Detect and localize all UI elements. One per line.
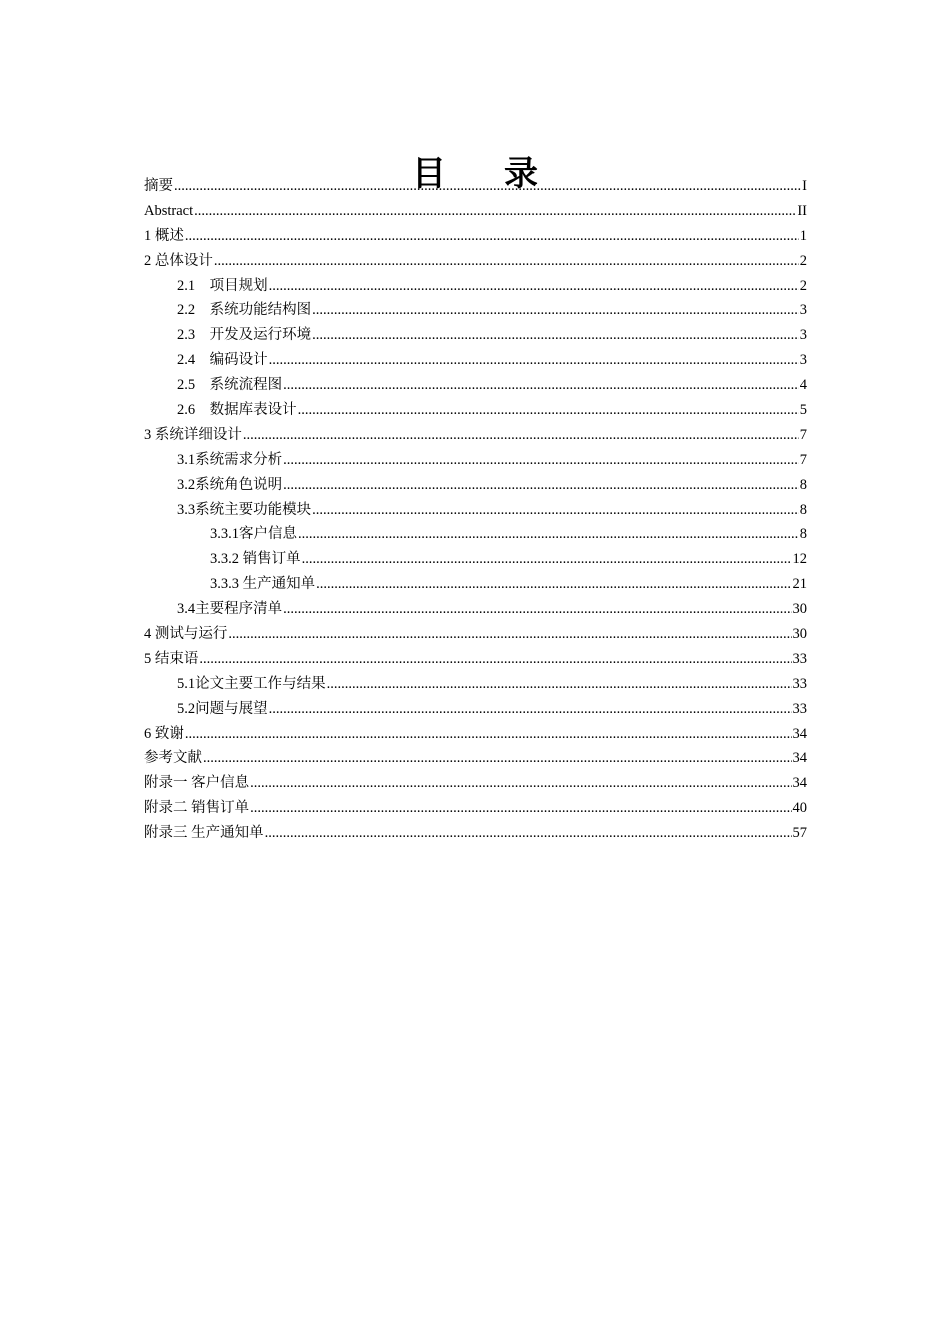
toc-entry-page-number: I — [802, 178, 807, 194]
toc-entry-page-number: 12 — [792, 551, 807, 568]
toc-entry-label: 3.3系统主要功能模块 — [177, 501, 312, 518]
toc-entry-page-number: 3 — [799, 327, 807, 344]
toc-dot-leader — [327, 672, 792, 697]
toc-dot-leader — [174, 174, 801, 199]
toc-entry[interactable] — [144, 597, 807, 622]
toc-dot-leader — [269, 348, 799, 373]
toc-entry-label: 5.2问题与展望 — [177, 700, 268, 717]
toc-dot-leader — [312, 323, 799, 348]
toc-entry-page-number: 33 — [792, 650, 807, 667]
toc-entry-page-number: 57 — [792, 825, 807, 842]
toc-entry-page-number: 34 — [792, 775, 807, 792]
toc-dot-leader — [283, 448, 799, 473]
toc-dot-leader — [269, 274, 799, 299]
toc-entry-label: 3.3.3 生产通知单 — [210, 576, 316, 593]
toc-entry-label: 附录二 销售订单 — [144, 800, 250, 817]
toc-entry-label: 3.3.1客户信息 — [210, 526, 297, 543]
toc-dot-leader — [312, 498, 799, 523]
toc-entry-page-number: 7 — [799, 451, 807, 468]
toc-entry[interactable] — [144, 722, 807, 747]
page-title-char-2: 录 — [504, 153, 538, 194]
toc-entry-page-number: 8 — [799, 476, 807, 493]
toc-entry-label: 1 概述 — [144, 227, 184, 244]
toc-entry-label: 附录一 客户信息 — [144, 775, 250, 792]
toc-entry-page-number: 34 — [792, 725, 807, 742]
toc-entry[interactable] — [144, 274, 807, 299]
toc-entry-label: 2.5 系统流程图 — [177, 377, 283, 394]
toc-entry[interactable] — [144, 796, 807, 821]
toc-entry-label: Abstract — [144, 202, 194, 219]
toc-dot-leader — [185, 224, 799, 249]
toc-entry-label: 附录三 生产通知单 — [144, 825, 264, 842]
toc-entry-label: 3 系统详细设计 — [144, 426, 242, 443]
toc-entry-page-number: 30 — [792, 601, 807, 618]
toc-entry-label: 4 测试与运行 — [144, 626, 228, 643]
toc-entry[interactable] — [144, 373, 807, 398]
toc-entry-page-number: 34 — [792, 750, 807, 767]
toc-dot-leader — [312, 298, 799, 323]
toc-entry[interactable] — [144, 249, 807, 274]
toc-entry-label: 3.1系统需求分析 — [177, 451, 283, 468]
toc-entry-page-number: 1 — [799, 227, 807, 244]
toc-entry[interactable] — [144, 572, 807, 597]
toc-dot-leader — [298, 398, 799, 423]
toc-dot-leader — [203, 746, 792, 771]
toc-entry-page-number: 21 — [792, 576, 807, 593]
toc-entry-page-number: 30 — [792, 626, 807, 643]
toc-entry-page-number: 2 — [799, 277, 807, 294]
toc-entry-page-number: 4 — [799, 377, 807, 394]
toc-entry-page-number: 40 — [792, 800, 807, 817]
toc-dot-leader — [283, 373, 799, 398]
table-of-contents — [144, 174, 807, 846]
toc-dot-leader — [302, 547, 792, 572]
toc-dot-leader — [283, 473, 799, 498]
toc-entry[interactable] — [144, 448, 807, 473]
toc-entry-label: 5.1论文主要工作与结果 — [177, 675, 326, 692]
toc-entry-label: 2.3 开发及运行环境 — [177, 327, 312, 344]
toc-entry-label: 参考文献 — [144, 750, 202, 767]
toc-dot-leader — [298, 522, 799, 547]
toc-entry[interactable] — [144, 821, 807, 846]
toc-entry[interactable] — [144, 224, 807, 249]
toc-entry-label: 2 总体设计 — [144, 252, 213, 269]
toc-entry[interactable] — [144, 498, 807, 523]
toc-entry[interactable] — [144, 298, 807, 323]
toc-dot-leader — [214, 249, 799, 274]
toc-entry-label: 5 结束语 — [144, 650, 199, 667]
page-title-char-1: 目 — [412, 153, 446, 194]
toc-entry-page-number: 2 — [799, 252, 807, 269]
toc-entry-label: 2.4 编码设计 — [177, 352, 268, 369]
toc-dot-leader — [199, 647, 791, 672]
toc-entry-page-number: 3 — [799, 352, 807, 369]
toc-entry[interactable] — [144, 622, 807, 647]
toc-entry[interactable] — [144, 174, 807, 199]
toc-entry-page-number: 5 — [799, 402, 807, 419]
toc-dot-leader — [194, 199, 796, 224]
toc-entry-page-number: 33 — [792, 675, 807, 692]
toc-entry-page-number: 8 — [799, 501, 807, 518]
toc-entry-page-number: 3 — [799, 302, 807, 319]
toc-dot-leader — [265, 821, 792, 846]
toc-dot-leader — [185, 722, 792, 747]
toc-entry-page-number: 33 — [792, 700, 807, 717]
toc-entry-page-number: 7 — [799, 426, 807, 443]
toc-entry[interactable] — [144, 199, 807, 224]
toc-dot-leader — [283, 597, 791, 622]
toc-entry[interactable] — [144, 697, 807, 722]
toc-dot-leader — [250, 771, 791, 796]
toc-entry[interactable] — [144, 746, 807, 771]
toc-entry-label: 3.3.2 销售订单 — [210, 551, 301, 568]
toc-entry[interactable] — [144, 348, 807, 373]
toc-entry-page-number: II — [797, 202, 807, 219]
toc-entry-label: 2.2 系统功能结构图 — [177, 302, 312, 319]
toc-dot-leader — [228, 622, 791, 647]
toc-entry[interactable] — [144, 323, 807, 348]
toc-entry[interactable] — [144, 771, 807, 796]
toc-entry-label: 3.4主要程序清单 — [177, 601, 283, 618]
toc-entry-label: 6 致谢 — [144, 725, 184, 742]
toc-entry[interactable] — [144, 672, 807, 697]
toc-entry[interactable] — [144, 522, 807, 547]
toc-entry-label: 2.1 项目规划 — [177, 277, 268, 294]
toc-entry-page-number: 8 — [799, 526, 807, 543]
toc-entry[interactable] — [144, 647, 807, 672]
toc-dot-leader — [269, 697, 792, 722]
toc-dot-leader — [316, 572, 791, 597]
toc-entry-label: 2.6 数据库表设计 — [177, 402, 297, 419]
toc-entry[interactable] — [144, 398, 807, 423]
toc-dot-leader — [250, 796, 791, 821]
toc-entry[interactable] — [144, 547, 807, 572]
toc-entry-label: 3.2系统角色说明 — [177, 476, 283, 493]
toc-entry-label: 摘要 — [144, 178, 173, 194]
toc-dot-leader — [243, 423, 799, 448]
toc-entry[interactable] — [144, 473, 807, 498]
toc-entry[interactable] — [144, 423, 807, 448]
